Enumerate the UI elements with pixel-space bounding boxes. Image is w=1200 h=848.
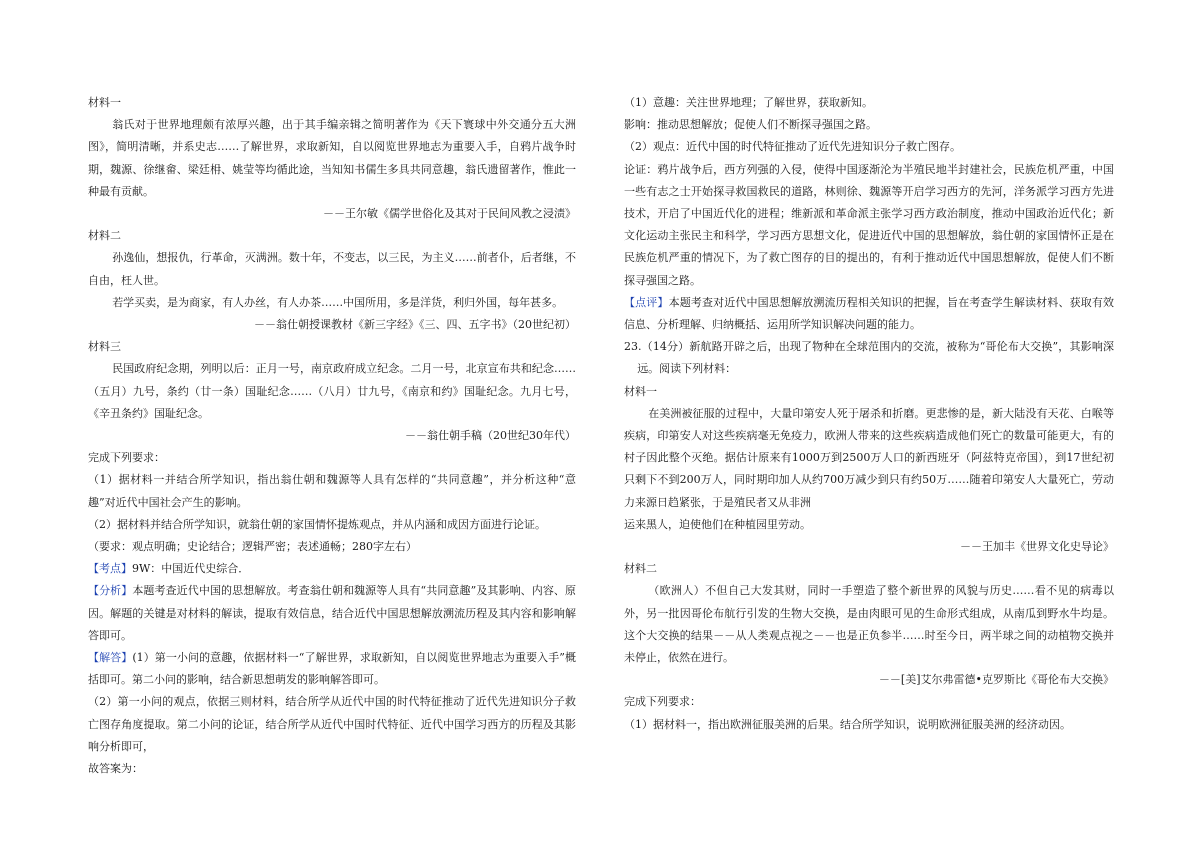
jieda-text: (1）第一小问的意趣，依据材料一“了解世界，求取新知，自以阅览世界地志为重要入手”概括即可。第二小问的影响，结合新思想萌发的影响解答即可。 xyxy=(88,651,577,687)
jieda-tag: 【解答】 xyxy=(88,651,133,665)
question-23: 23.（14分）新航路开辟之后，出现了物种在全球范围内的交流，被称为“哥伦布大交换”，其影响深远。阅读下列材料： xyxy=(624,340,1114,376)
right-column xyxy=(624,92,1114,736)
material-1-source: －－王尔敏《儒学世俗化及其对于民间风教之浸渍》 xyxy=(323,207,576,221)
q23-material-1-source: －－王加丰《世界文化史导论》 xyxy=(960,540,1114,554)
q23-material-1-text: 在美洲被征服的过程中，大量印第安人死于屠杀和折磨。更悲惨的是，新大陆没有天花、白喉等疾病，印第安人对这些疾病毫无免疫力，欧洲人带来的这些疾病造成他们死亡的数量可能更大，有的村子因此整个灭绝。据估计原来有1000万到2500万人口的新西班牙（阿兹特克帝国），到17世纪初只剩下不到200万人，同时期印加人从约700万减少到只有约50万……随着印第安人大量死亡，劳动力来源日趋紧张，于是殖民者又从非洲 xyxy=(624,406,1114,509)
dianping-tag: 【点评】 xyxy=(624,295,669,309)
answer-2-argument: 论证：鸦片战争后，西方列强的入侵，使得中国逐渐沦为半殖民地半封建社会，民族危机严重，中国一些有志之士开始探寻救国救民的道路，林则徐、魏源等开启学习西方的先河，洋务派学习西方先进技术，开启了中国近代化的进程；维新派和革命派主张学习西方政治制度，推动中国政治近代化；新文化运动主张民主和科学，学习西方思想文化，促进近代中国的思想解放，翁仕朝的家国情怀正是在民族危机严重的情况下，为了救亡图存的目的提出的，有利于推动近代中国思想解放，促使人们不断探寻强国之路。 xyxy=(624,162,1114,287)
jieda-section xyxy=(88,647,576,691)
material-3-text: 民国政府纪念期，列明以后：正月一号，南京政府成立纪念。二月一号，北京宣布共和纪念……（五月）九号，条约（廿一条）国耻纪念……（八月）廿九号，《南京和约》国耻纪念。九月七号，《辛丑条约》国耻纪念。 xyxy=(88,362,576,420)
question-1: （1）据材料一并结合所学知识，指出翁仕朝和魏源等人具有怎样的“共同意趣”，并分析这种“意趣”对近代中国社会产生的影响。 xyxy=(88,473,576,509)
material-2-text-1: 孙逸仙，想报仇，行革命，灭满洲。数十年，不变志，以三民，为主义……前者仆，后者继，不自由，枉人世。 xyxy=(88,251,576,287)
fenxi-text: 本题考查近代中国的思想解放。考查翁仕朝和魏源等人具有“共同意趣”及其影响、内容、原因。解题的关键是对材料的解读，提取有效信息，结合近代中国思想解放溯流历程及其内容和影响解答即可。 xyxy=(88,584,576,642)
answer-2: （2）观点：近代中国的时代特征推动了近代先进知识分子救亡图存。 xyxy=(624,140,961,154)
answer-1: （1）意趣：关注世界地理；了解世界，获取新知。 xyxy=(624,96,873,109)
material-2-source: －－翁仕朝授课教材《新三字经》《三、四、五字书》（20世纪初） xyxy=(254,318,576,332)
q23-requirements-label: 完成下列要求： xyxy=(624,695,701,709)
requirements-label: 完成下列要求： xyxy=(88,451,165,465)
question-2: （2）据材料并结合所学知识，就翁仕朝的家国情怀提炼观点，并从内涵和成因方面进行论证。 xyxy=(88,517,546,531)
material-2-label: 材料二 xyxy=(88,229,121,243)
answer-1-effect: 影响：推动思想解放；促使人们不断探寻强国之路。 xyxy=(624,118,877,132)
q23-question-1: （1）据材料一，指出欧洲征服美洲的后果。结合所学知识，说明欧洲征服美洲的经济动因。 xyxy=(624,717,1071,731)
fenxi-section xyxy=(88,580,576,647)
q23-material-2-text: （欧洲人）不但自己大发其财，同时一手塑造了整个新世界的风貌与历史……看不见的病毒以外，另一批因哥伦布航行引发的生物大交换，是由肉眼可见的生命形式组成，从南瓜到野水牛均是。这个大交换的结果－－从人类观点视之－－也是正负参半……时至今日，两半球之间的动植物交换并未停止，依然在进行。 xyxy=(624,584,1114,665)
answer-intro: 故答案为： xyxy=(88,762,143,776)
kaodian-section xyxy=(88,558,576,580)
material-2-text-2: 若学买卖，是为商家，有人办丝，有人办茶……中国所用，多是洋货，利归外国，每年甚多。 xyxy=(112,295,564,309)
left-column xyxy=(88,92,576,780)
material-3-source: －－翁仕朝手稿（20世纪30年代） xyxy=(405,429,576,443)
q23-material-1-label: 材料一 xyxy=(624,384,657,398)
kaodian-text: 9W：中国近代史综合． xyxy=(132,562,250,576)
material-3-label: 材料三 xyxy=(88,340,121,354)
question-note: （要求：观点明确；史论结合；逻辑严密；表述通畅；280字左右） xyxy=(88,540,417,554)
dianping-section xyxy=(624,292,1114,336)
jieda-text-2: （2）第一小问的观点，依据三则材料，结合所学从近代中国的时代特征推动了近代先进知识分子救亡图存角度提取。第二小问的论证，结合所学从近代中国时代特征、近代中国学习西方的历程及其影响分析即可， xyxy=(88,695,576,753)
q23-material-2-label: 材料二 xyxy=(624,562,657,576)
q23-material-1-text-cont: 运来黑人，迫使他们在种植园里劳动。 xyxy=(624,517,811,531)
material-1-label: 材料一 xyxy=(88,96,121,109)
material-1-text: 翁氏对于世界地理颇有浓厚兴趣，出于其手编亲辑之简明著作为《天下寰球中外交通分五大洲图》，简明清晰，并系史志……了解世界，求取新知，自以阅览世界地志为重要入手，自鸦片战争时期，魏源、徐继畲、梁廷枏、姚莹等均循此途，当知知书儒生多具共同意趣，翁氏遗留著作，惟此一种最有贡献。 xyxy=(88,118,576,198)
kaodian-tag: 【考点】 xyxy=(88,562,132,576)
fenxi-tag: 【分析】 xyxy=(88,584,133,598)
dianping-text: 本题考查对近代中国思想解放溯流历程相关知识的把握，旨在考查学生解读材料、获取有效信息、分析理解、归纳概括、运用所学知识解决问题的能力。 xyxy=(624,295,1115,332)
q23-material-2-source: －－[美]艾尔弗雷德•克罗斯比《哥伦布大交换》 xyxy=(878,673,1114,687)
